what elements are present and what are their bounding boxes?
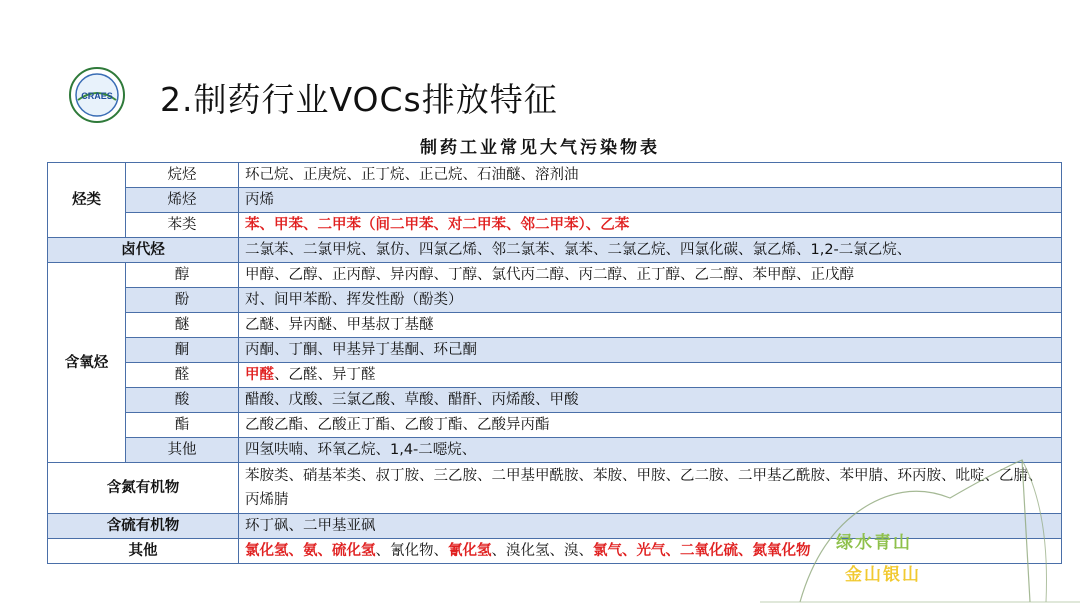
pollutant-list-cell: 四氢呋喃、环氧乙烷、1,4-二噁烷、: [239, 438, 1062, 463]
pollutant-list-cell: 二氯苯、二氯甲烷、氯仿、四氯乙烯、邻二氯苯、氯苯、二氯乙烷、四氯化碳、氯乙烯、1,2-二氯乙烷、: [239, 238, 1062, 263]
pollutant-list-cell: 醋酸、戊酸、三氯乙酸、草酸、醋酐、丙烯酸、甲酸: [239, 388, 1062, 413]
category-cell: 含硫有机物: [48, 514, 239, 539]
table-row: [48, 313, 1062, 338]
pollutant-list-cell: 乙醚、异丙醚、甲基叔丁基醚: [239, 313, 1062, 338]
subcategory-cell: 醇: [126, 263, 239, 288]
subcategory-cell: 酯: [126, 413, 239, 438]
pollutant-list-cell: 苯、甲苯、二甲苯（间二甲苯、对二甲苯、邻二甲苯）、乙苯: [239, 213, 1062, 238]
subcategory-cell: 苯类: [126, 213, 239, 238]
subcategory-cell: 酮: [126, 338, 239, 363]
pollutant-text: 、溴化氢、溴、: [491, 543, 593, 559]
table-row: [48, 263, 1062, 288]
table-row: [48, 413, 1062, 438]
logo-text: CRAES: [81, 91, 113, 101]
pollutant-list-cell: 对、间甲苯酚、挥发性酚（酚类）: [239, 288, 1062, 313]
category-cell: 其他: [48, 539, 239, 564]
subcategory-cell: 醚: [126, 313, 239, 338]
table-row: [48, 163, 1062, 188]
table-row: [48, 363, 1062, 388]
page-title: 2.制药行业VOCs排放特征: [160, 80, 558, 119]
highlighted-pollutant: 氯气、光气、二氧化硫、氮氧化物: [593, 543, 811, 559]
subcategory-cell: 烷烃: [126, 163, 239, 188]
table-row: [48, 463, 1062, 514]
category-cell: 含氮有机物: [48, 463, 239, 514]
table-row: [48, 288, 1062, 313]
subcategory-cell: 其他: [126, 438, 239, 463]
table-row: [48, 438, 1062, 463]
decoration-text-green: 绿水青山: [836, 533, 912, 553]
subcategory-cell: 醛: [126, 363, 239, 388]
pollutant-list-cell: 丙烯: [239, 188, 1062, 213]
decoration-text-gold: 金山银山: [845, 565, 921, 585]
pollutant-list-cell: [239, 539, 1062, 564]
pollutant-list-cell: [239, 363, 1062, 388]
table-row: [48, 238, 1062, 263]
category-cell: 烃类: [48, 163, 126, 238]
pollutant-table: [47, 162, 1062, 564]
pollutant-text: 、乙醛、异丁醛: [274, 367, 376, 383]
table-row: [48, 188, 1062, 213]
pollutant-list-cell: 丙酮、丁酮、甲基异丁基酮、环己酮: [239, 338, 1062, 363]
table-row: [48, 338, 1062, 363]
category-cell: 含氧烃: [48, 263, 126, 463]
pollutant-list-cell: 环己烷、正庚烷、正丁烷、正己烷、石油醚、溶剂油: [239, 163, 1062, 188]
pollutant-list-cell: 苯胺类、硝基苯类、叔丁胺、三乙胺、二甲基甲酰胺、苯胺、甲胺、乙二胺、二甲基乙酰胺、苯甲腈、环丙胺、吡啶、乙腈、丙烯腈: [239, 463, 1062, 514]
category-cell: 卤代烃: [48, 238, 239, 263]
pollutant-text: 、氰化物、: [375, 543, 448, 559]
highlighted-pollutant: 氰化氢: [448, 543, 492, 559]
craes-logo: [68, 66, 126, 124]
table-row: [48, 388, 1062, 413]
subcategory-cell: 酸: [126, 388, 239, 413]
pollutant-list-cell: 环丁砜、二甲基亚砜: [239, 514, 1062, 539]
table-caption: 制药工业常见大气污染物表: [420, 138, 660, 158]
table-row: [48, 213, 1062, 238]
subcategory-cell: 烯烃: [126, 188, 239, 213]
subcategory-cell: 酚: [126, 288, 239, 313]
highlighted-pollutant: 甲醛: [245, 367, 274, 383]
pollutant-list-cell: 乙酸乙酯、乙酸正丁酯、乙酸丁酯、乙酸异丙酯: [239, 413, 1062, 438]
highlighted-pollutant: 氯化氢、氨、硫化氢: [245, 543, 376, 559]
pollutant-list-cell: 甲醇、乙醇、正丙醇、异丙醇、丁醇、氯代丙二醇、丙二醇、正丁醇、乙二醇、苯甲醇、正戊醇: [239, 263, 1062, 288]
